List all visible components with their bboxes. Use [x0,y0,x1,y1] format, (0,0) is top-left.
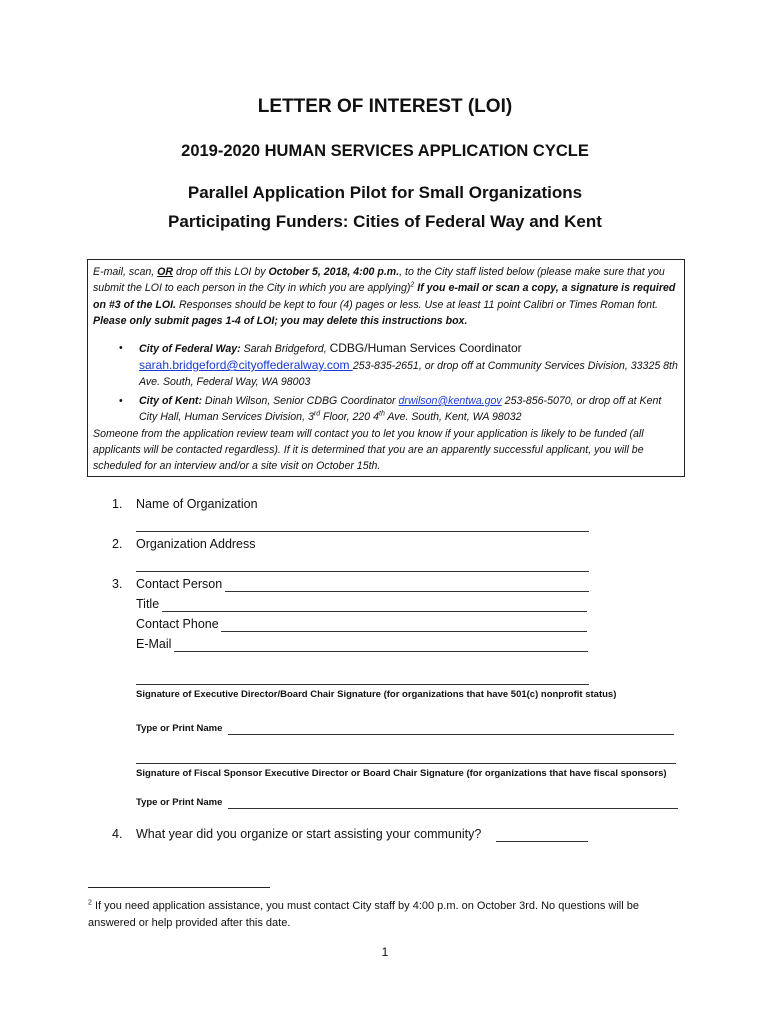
email-label: E-Mail [136,637,172,651]
organization-address-field[interactable] [136,571,589,572]
kent-address: 253-856-5070, or drop off at Kent City Hall, Human Services Division, 3 [139,394,662,424]
fiscal-sponsor-signature-line[interactable] [136,763,676,764]
instr-text: drop off this LOI by [173,266,269,278]
signature-requirement: If you e-mail or scan a copy, a signature is required on #3 of the LOI. [93,282,676,311]
pilot-subtitle: Parallel Application Pilot for Small Organizations [187,183,583,202]
instructions-box [87,259,685,477]
fiscal-sponsor-print-name-field[interactable] [228,808,678,809]
instr-text: Responses should be kept to four (4) pages or less. Use at least 11 point Calibri or Times Roman font. [176,298,658,311]
kent-name: Dinah Wilson, Senior CDBG Coordinator [201,394,399,407]
footnote-text: If you need application assistance, you must contact City staff by 4:00 p.m. on October 3rd. No questions will be answered or help provided after this date. [88,900,639,929]
federal-way-email-link[interactable]: sarah.bridgeford@cityoffederalway.com [139,358,353,373]
ordinal-suffix: th [379,410,385,418]
question-label: What year did you organize or start assisting your community? [136,827,482,841]
executive-signature-caption: Signature of Executive Director/Board Chair Signature (for organizations that have 501(c) nonprofit status) [136,689,617,700]
federal-way-name: Sarah Bridgeford, [240,342,330,355]
fiscal-sponsor-signature-caption: Signature of Fiscal Sponsor Executive Director or Board Chair Signature (for organizations that have fiscal sponsors) [136,768,667,779]
title-label: Title [136,597,160,611]
deadline-date: October 5, 2018, 4:00 p.m. [268,266,400,278]
instr-text: , to the City staff listed below (please make sure that you submit the LOI to each person in the City in which you are applying) [93,266,665,295]
funders-subtitle: Participating Funders: Cities of Federal Way and Kent [168,212,602,231]
question-1 [112,497,258,511]
executive-print-name-field[interactable] [228,734,674,735]
question-label: Contact Person [136,577,223,591]
kent-address: Ave. South, Kent, WA 98032 [384,411,522,424]
organization-name-field[interactable] [136,531,589,532]
federal-way-address: 253-835-2651, or drop off at Community Services Division, 33325 8th Ave. South, Federal Way, WA 98003 [139,360,678,389]
question-4 [112,827,481,841]
ordinal-suffix: rd [313,410,321,418]
executive-signature-line[interactable] [136,684,589,685]
kent-contact [93,393,679,426]
question-number: 2. [112,537,123,551]
footnote-marker: 2 [88,899,92,907]
type-print-label: Type or Print Name [136,723,223,734]
instructions-closing: Someone from the application review team will contact you to let you know if your application is likely to be funded (all applicants will be contacted regardless). If it is determined that you are an apparently successful applicant, you will be scheduled for an interview and/or a site visit on October 15th. [93,427,644,473]
email-field[interactable] [174,651,588,652]
submit-pages-note: Please only submit pages 1-4 of LOI; you may delete this instructions box. [93,315,468,328]
bullet-icon: • [119,394,123,407]
footnote [88,898,688,932]
document-title: LETTER OF INTEREST (LOI) [257,96,513,117]
federal-way-contact [93,340,679,391]
phone-label: Contact Phone [136,617,219,631]
kent-email-link[interactable]: drwilson@kentwa.gov [398,394,502,407]
question-2 [112,537,256,551]
question-label: Organization Address [136,537,256,551]
question-number: 1. [112,497,123,511]
question-label: Name of Organization [136,497,258,511]
type-print-label: Type or Print Name [136,797,223,808]
kent-label: City of Kent: [139,394,202,407]
kent-address: Floor, 220 4 [320,411,379,424]
instr-or: OR [157,266,174,278]
instr-text: E-mail, scan, [93,266,158,278]
footnote-ref: 2 [410,281,415,289]
footnote-separator [88,887,270,888]
federal-way-title: CDBG/Human Services Coordinator [329,340,522,355]
question-number: 3. [112,577,123,591]
cycle-title: 2019-2020 HUMAN SERVICES APPLICATION CYCLE [181,142,589,160]
page-number: 1 [381,945,389,959]
title-field[interactable] [162,611,587,612]
instructions-paragraph [93,264,679,330]
contact-person-field[interactable] [225,591,589,592]
bullet-icon: • [119,341,123,354]
contact-phone-field[interactable] [221,631,587,632]
question-number: 4. [112,827,123,841]
question-3 [112,577,222,591]
year-organized-field[interactable] [496,841,588,842]
federal-way-label: City of Federal Way: [139,342,241,355]
